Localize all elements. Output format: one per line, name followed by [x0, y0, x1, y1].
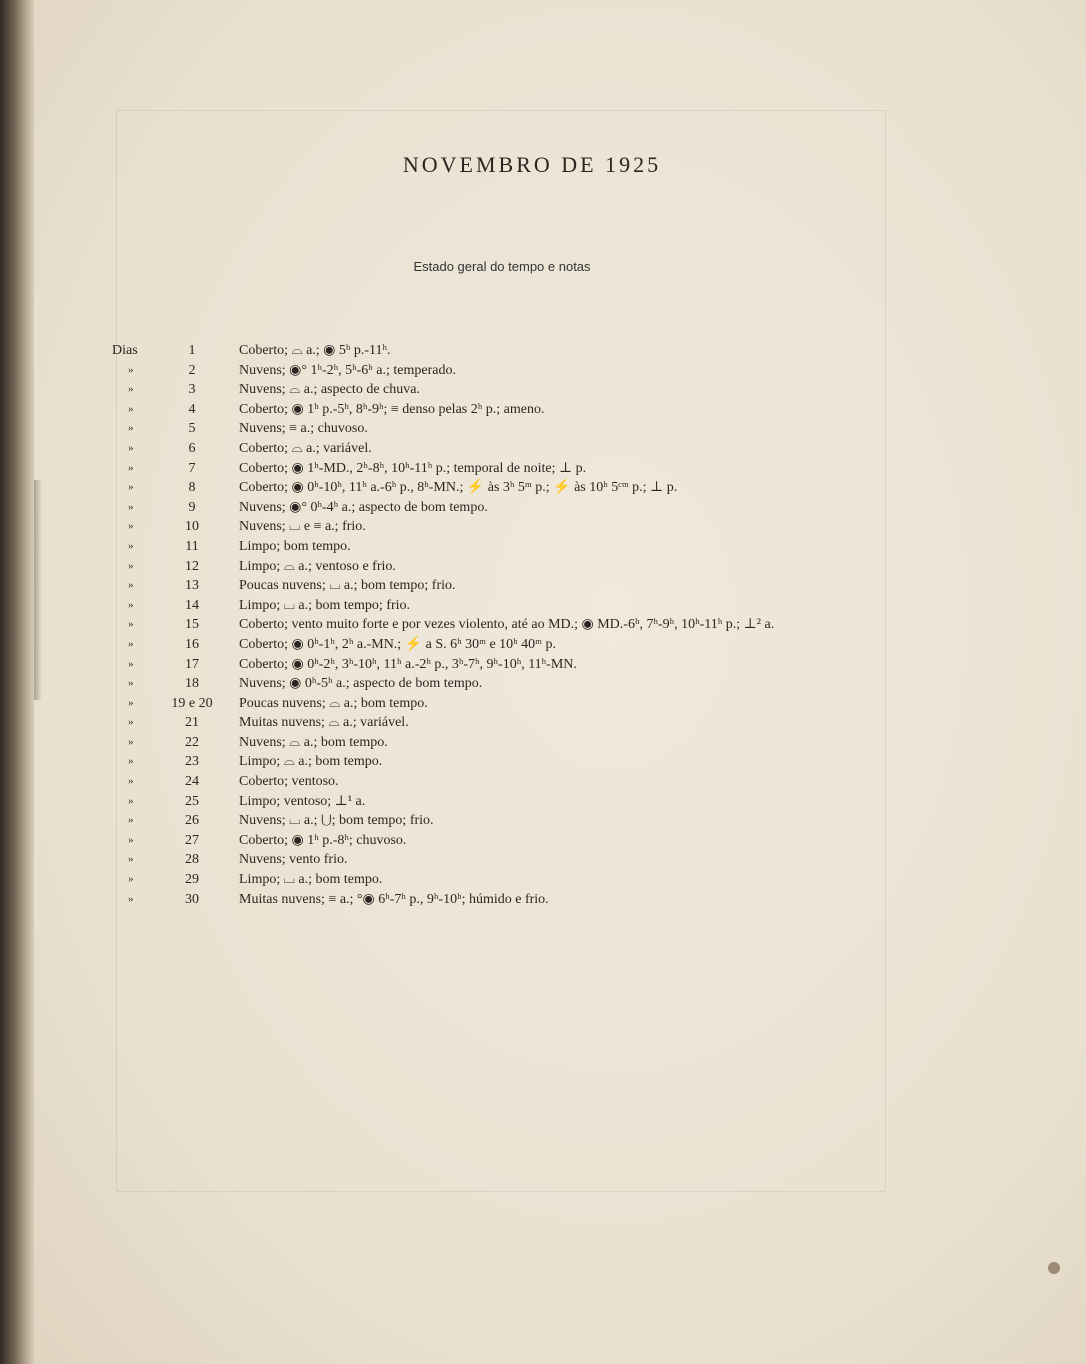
document-page: [34, 0, 1086, 1364]
list-item: [34, 361, 1034, 381]
ditto-mark: »: [128, 716, 134, 729]
ditto-mark: »: [128, 853, 134, 866]
day-number: 10: [185, 519, 199, 535]
ditto-mark: »: [128, 539, 134, 552]
day-number: 24: [185, 774, 199, 790]
day-number: 8: [188, 480, 196, 496]
list-item: [34, 811, 1034, 831]
ditto-mark: »: [128, 559, 134, 572]
weather-note: Coberto; vento muito forte e por vezes violento, até ao MD.; ◉ MD.-6ʰ, 7ʰ-9ʰ, 10ʰ-11ʰ p.; ⊥² a.: [239, 617, 775, 633]
weather-note: Coberto; ventoso.: [239, 774, 339, 790]
weather-note: Poucas nuvens; ⌴ a.; bom tempo; frio.: [239, 578, 456, 594]
list-item: [34, 635, 1034, 655]
day-number: 2: [188, 362, 196, 378]
day-number: 25: [185, 793, 199, 809]
list-item: [34, 459, 1034, 479]
ditto-mark: »: [128, 402, 134, 415]
list-item: [34, 498, 1034, 518]
day-number: 13: [185, 578, 199, 594]
day-number: 15: [185, 617, 199, 633]
day-number: 21: [185, 715, 199, 731]
weather-note: Coberto; ⌓ a.; ◉ 5ʰ p.-11ʰ.: [239, 343, 391, 358]
list-item: [34, 733, 1034, 753]
weather-note: Nuvens; ⌓ a.; aspecto de chuva.: [239, 382, 420, 398]
weather-note: Coberto; ◉ 1ʰ p.-8ʰ; chuvoso.: [239, 832, 407, 848]
weather-note: Nuvens; ⌓ a.; bom tempo.: [239, 734, 388, 750]
weather-note: Nuvens; ⌴ a.; ⋃; bom tempo; frio.: [239, 813, 434, 829]
day-number: 22: [185, 734, 199, 750]
weather-note: Coberto; ⌓ a.; variável.: [239, 440, 372, 456]
weather-note: Coberto; ◉ 0ʰ-2ʰ, 3ʰ-10ʰ, 11ʰ a.-2ʰ p., 3ʰ-7ʰ, 9ʰ-10ʰ, 11ʰ-MN.: [239, 656, 577, 672]
day-number: 1: [188, 343, 196, 358]
ditto-mark: »: [128, 755, 134, 768]
list-item: [34, 870, 1034, 890]
ditto-mark: »: [128, 873, 134, 886]
list-item: [34, 890, 1034, 910]
list-item: [34, 850, 1034, 870]
ditto-mark: »: [128, 833, 134, 846]
day-number: 4: [188, 401, 196, 417]
ditto-mark: »: [128, 520, 134, 533]
day-number: 26: [185, 813, 199, 829]
ditto-mark: »: [128, 892, 134, 905]
ditto-mark: »: [128, 481, 134, 494]
day-number: 9: [188, 499, 196, 515]
weather-note: Coberto; ◉ 1ʰ-MD., 2ʰ-8ʰ, 10ʰ-11ʰ p.; temporal de noite; ⊥ p.: [239, 460, 587, 476]
paper-stain: [1048, 1262, 1060, 1274]
day-number: 29: [185, 872, 199, 888]
weather-note: Nuvens; ◉° 0ʰ-4ʰ a.; aspecto de bom tempo.: [239, 499, 488, 515]
list-item: [34, 419, 1034, 439]
ditto-mark: »: [128, 598, 134, 611]
weather-note: Limpo; bom tempo.: [239, 538, 351, 554]
day-number: 12: [185, 558, 199, 574]
list-item: [34, 380, 1034, 400]
weather-notes-list: [34, 341, 1034, 909]
day-number: 18: [185, 676, 199, 692]
page-subtitle: Estado geral do tempo e notas: [413, 259, 591, 274]
day-number: 16: [185, 636, 199, 652]
list-item: [34, 400, 1034, 420]
ditto-mark: »: [128, 637, 134, 650]
ditto-mark: »: [128, 677, 134, 690]
list-item: [34, 831, 1034, 851]
list-item: [34, 537, 1034, 557]
list-item: [34, 557, 1034, 577]
list-item: [34, 478, 1034, 498]
day-number: 23: [185, 754, 199, 770]
weather-note: Limpo; ⌓ a.; ventoso e frio.: [239, 558, 396, 574]
ditto-mark: »: [128, 696, 134, 709]
weather-note: Limpo; ventoso; ⊥¹ a.: [239, 793, 366, 809]
ditto-mark: »: [128, 618, 134, 631]
page-title: NOVEMBRO DE 1925: [402, 152, 662, 177]
list-item: [34, 576, 1034, 596]
ditto-mark: »: [128, 657, 134, 670]
day-number: 27: [185, 832, 199, 848]
day-number: 19 e 20: [171, 695, 213, 711]
list-item: [34, 752, 1034, 772]
weather-note: Poucas nuvens; ⌓ a.; bom tempo.: [239, 695, 428, 711]
list-item: [34, 772, 1034, 792]
weather-note: Coberto; ◉ 0ʰ-1ʰ, 2ʰ a.-MN.; ⚡ a S. 6ʰ 30ᵐ e 10ʰ 40ᵐ p.: [239, 636, 557, 652]
weather-note: Coberto; ◉ 1ʰ p.-5ʰ, 8ʰ-9ʰ; ≡ denso pelas 2ʰ p.; ameno.: [239, 401, 545, 417]
weather-note: Limpo; ⌴ a.; bom tempo; frio.: [239, 597, 411, 613]
day-number: 3: [188, 382, 196, 398]
weather-note: Nuvens; vento frio.: [239, 852, 348, 868]
list-item: [34, 341, 1034, 361]
day-number: 17: [185, 656, 199, 672]
day-number: 6: [188, 440, 196, 456]
ditto-mark: »: [128, 441, 134, 454]
list-item: [34, 655, 1034, 675]
ditto-mark: »: [128, 775, 134, 788]
weather-note: Coberto; ◉ 0ʰ-10ʰ, 11ʰ a.-6ʰ p., 8ʰ-MN.; ⚡ às 3ʰ 5ᵐ p.; ⚡ às 10ʰ 5ᶜᵐ p.; ⊥ p.: [239, 480, 678, 496]
weather-note: Limpo; ⌓ a.; bom tempo.: [239, 754, 383, 770]
ditto-mark: »: [128, 735, 134, 748]
day-number: 7: [188, 460, 196, 476]
list-item: [34, 674, 1034, 694]
weather-note: Nuvens; ≡ a.; chuvoso.: [239, 421, 368, 437]
ditto-mark: »: [128, 814, 134, 827]
ditto-mark: »: [128, 383, 134, 396]
weather-note: Limpo; ⌴ a.; bom tempo.: [239, 872, 383, 888]
ditto-mark: »: [128, 500, 134, 513]
list-item: [34, 615, 1034, 635]
ditto-mark: »: [128, 579, 134, 592]
weather-note: Nuvens; ◉ 0ʰ-5ʰ a.; aspecto de bom tempo.: [239, 676, 483, 692]
day-number: 30: [185, 891, 199, 907]
list-item: [34, 596, 1034, 616]
day-number: 28: [185, 852, 199, 868]
ditto-mark: »: [128, 461, 134, 474]
ditto-mark: »: [128, 422, 134, 435]
list-item: [34, 517, 1034, 537]
ditto-mark: »: [128, 363, 134, 376]
day-number: 11: [185, 538, 199, 554]
ditto-mark: »: [128, 794, 134, 807]
list-item: [34, 439, 1034, 459]
weather-note: Muitas nuvens; ⌓ a.; variável.: [239, 715, 409, 731]
weather-note: Nuvens; ◉° 1ʰ-2ʰ, 5ʰ-6ʰ a.; temperado.: [239, 362, 456, 378]
book-spine: [0, 0, 34, 1364]
list-item: [34, 713, 1034, 733]
list-item: [34, 694, 1034, 714]
weather-note: Nuvens; ⌴ e ≡ a.; frio.: [239, 519, 366, 535]
weather-note: Muitas nuvens; ≡ a.; °◉ 6ʰ-7ʰ p., 9ʰ-10ʰ; húmido e frio.: [239, 891, 549, 907]
list-item: [34, 792, 1034, 812]
day-number: 5: [188, 421, 196, 437]
day-number: 14: [185, 597, 199, 613]
days-label: Dias: [112, 343, 138, 358]
